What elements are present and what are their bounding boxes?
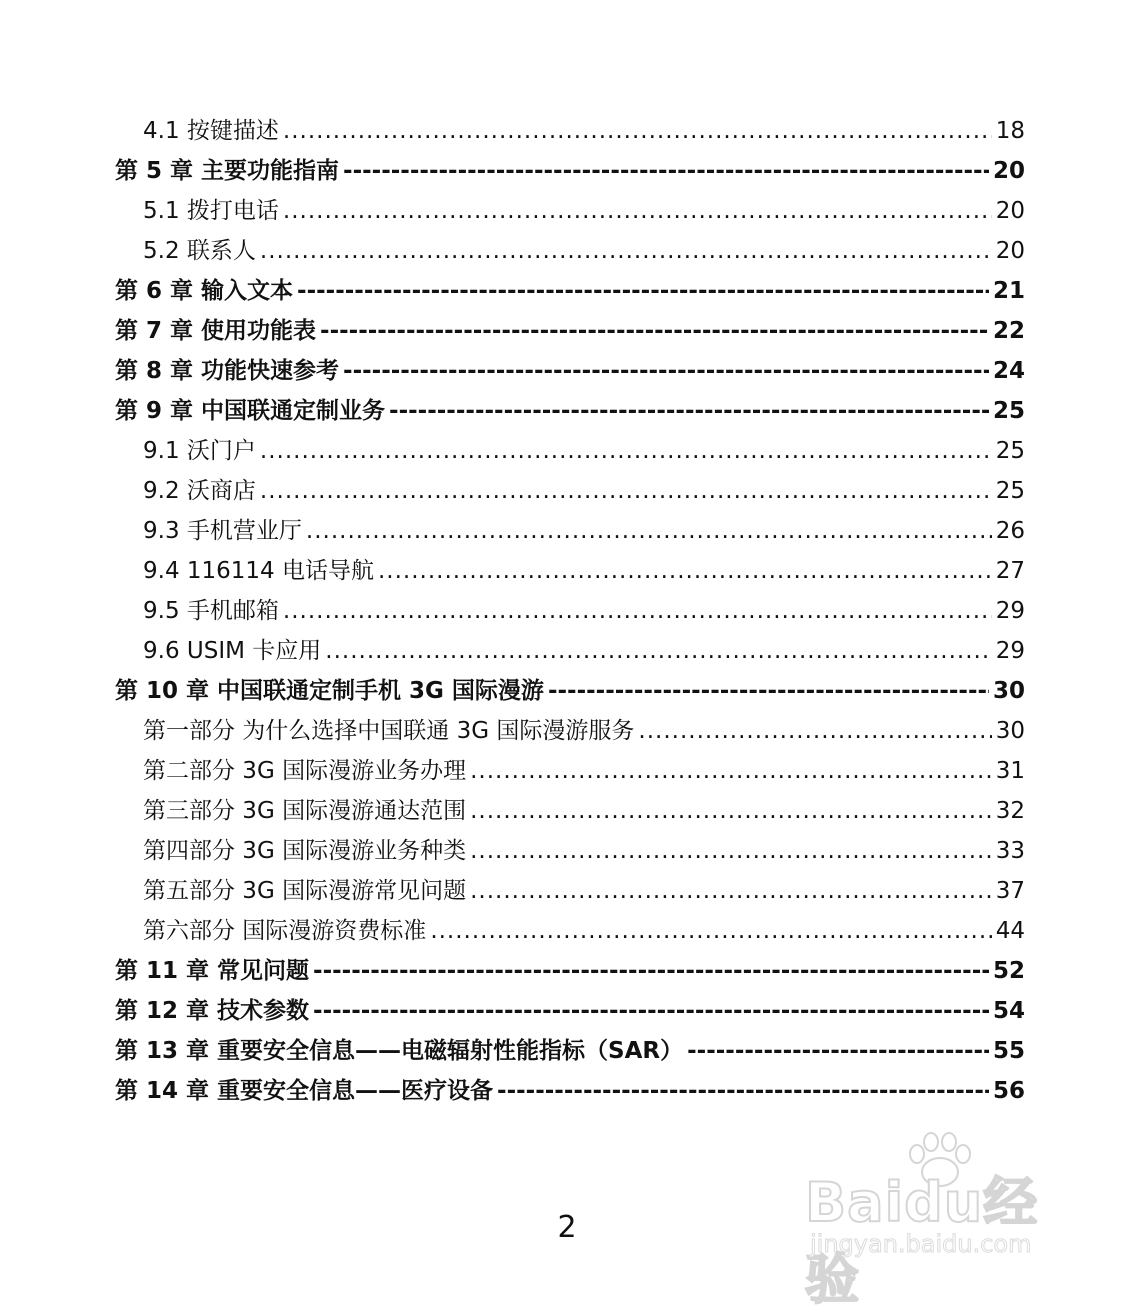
- toc-entry-page: 21: [992, 278, 1025, 304]
- toc-leader: [470, 831, 992, 871]
- toc-chapter-entry[interactable]: [115, 151, 1025, 191]
- toc-entry-title: 5.1 拨打电话: [143, 198, 279, 224]
- toc-entry-title: 第 5 章 主要功能指南: [115, 158, 340, 184]
- toc-section-entry[interactable]: [115, 791, 1025, 831]
- toc-entry-title: 9.4 116114 电话导航: [143, 558, 374, 584]
- toc-entry-title: 9.6 USIM 卡应用: [143, 638, 322, 664]
- toc-entry-page: 20: [992, 158, 1025, 184]
- toc-entry-page: 44: [995, 918, 1025, 944]
- toc-entry-title: 9.3 手机营业厅: [143, 518, 302, 544]
- toc-leader: [283, 191, 992, 231]
- toc-entry-title: 第 13 章 重要安全信息——电磁辐射性能指标（SAR）: [115, 1038, 684, 1064]
- toc-leader: [470, 751, 992, 791]
- toc-entry-page: 27: [995, 558, 1025, 584]
- toc-leader: [283, 111, 992, 151]
- toc-leader: [260, 431, 992, 471]
- toc-entry-title: 第 8 章 功能快速参考: [115, 358, 340, 384]
- toc-entry-page: 24: [992, 358, 1025, 384]
- toc-entry-page: 29: [995, 598, 1025, 624]
- toc-leader: [283, 591, 992, 631]
- toc-entry-title: 9.2 沃商店: [143, 478, 256, 504]
- toc-section-entry[interactable]: [115, 471, 1025, 511]
- toc-chapter-entry[interactable]: [115, 391, 1025, 431]
- toc-entry-page: 30: [995, 718, 1025, 744]
- table-of-contents: [115, 111, 1025, 1111]
- toc-leader: [389, 391, 989, 431]
- toc-leader: [687, 1031, 989, 1071]
- toc-chapter-entry[interactable]: [115, 351, 1025, 391]
- toc-section-entry[interactable]: [115, 511, 1025, 551]
- toc-chapter-entry[interactable]: [115, 951, 1025, 991]
- toc-leader: [430, 911, 991, 951]
- toc-entry-page: 55: [992, 1038, 1025, 1064]
- toc-entry-page: 32: [995, 798, 1025, 824]
- toc-chapter-entry[interactable]: [115, 271, 1025, 311]
- toc-entry-title: 第六部分 国际漫游资费标准: [143, 918, 427, 944]
- toc-section-entry[interactable]: [115, 231, 1025, 271]
- toc-section-entry[interactable]: [115, 431, 1025, 471]
- toc-entry-title: 5.2 联系人: [143, 238, 256, 264]
- toc-section-entry[interactable]: [115, 551, 1025, 591]
- toc-entry-title: 第 6 章 输入文本: [115, 278, 294, 304]
- toc-chapter-entry[interactable]: [115, 1071, 1025, 1111]
- toc-section-entry[interactable]: [115, 751, 1025, 791]
- toc-entry-page: 56: [992, 1078, 1025, 1104]
- watermark-url: jingyan.baidu.com: [810, 1230, 1032, 1258]
- toc-entry-title: 第 12 章 技术参数: [115, 998, 310, 1024]
- toc-entry-title: 第 10 章 中国联通定制手机 3G 国际漫游: [115, 678, 544, 704]
- toc-leader: [260, 231, 992, 271]
- toc-leader: [297, 271, 989, 311]
- toc-leader: [320, 311, 989, 351]
- toc-leader: [548, 671, 989, 711]
- toc-entry-title: 第 7 章 使用功能表: [115, 318, 317, 344]
- toc-entry-page: 52: [992, 958, 1025, 984]
- toc-section-entry[interactable]: [115, 871, 1025, 911]
- toc-leader: [306, 511, 992, 551]
- toc-entry-title: 第 9 章 中国联通定制业务: [115, 398, 386, 424]
- toc-chapter-entry[interactable]: [115, 311, 1025, 351]
- toc-section-entry[interactable]: [115, 191, 1025, 231]
- toc-entry-page: 20: [995, 238, 1025, 264]
- toc-leader: [497, 1071, 989, 1111]
- toc-entry-page: 31: [995, 758, 1025, 784]
- toc-section-entry[interactable]: [115, 631, 1025, 671]
- toc-entry-title: 第五部分 3G 国际漫游常见问题: [143, 878, 467, 904]
- toc-leader: [470, 871, 992, 911]
- toc-section-entry[interactable]: [115, 591, 1025, 631]
- toc-leader: [343, 351, 989, 391]
- toc-leader: [313, 991, 989, 1031]
- toc-section-entry[interactable]: [115, 111, 1025, 151]
- toc-section-entry[interactable]: [115, 831, 1025, 871]
- toc-section-entry[interactable]: [115, 711, 1025, 751]
- toc-entry-page: 29: [995, 638, 1025, 664]
- toc-leader: [325, 631, 991, 671]
- toc-entry-page: 30: [992, 678, 1025, 704]
- toc-entry-page: 33: [995, 838, 1025, 864]
- toc-entry-title: 第一部分 为什么选择中国联通 3G 国际漫游服务: [143, 718, 635, 744]
- toc-leader: [260, 471, 992, 511]
- page-number: 2: [557, 1210, 577, 1245]
- baidu-watermark: [805, 1130, 1075, 1311]
- toc-entry-title: 第三部分 3G 国际漫游通达范围: [143, 798, 467, 824]
- toc-section-entry[interactable]: [115, 911, 1025, 951]
- toc-leader: [313, 951, 989, 991]
- toc-chapter-entry[interactable]: [115, 991, 1025, 1031]
- toc-entry-title: 第四部分 3G 国际漫游业务种类: [143, 838, 467, 864]
- toc-entry-page: 22: [992, 318, 1025, 344]
- toc-leader: [470, 791, 992, 831]
- toc-entry-title: 9.1 沃门户: [143, 438, 256, 464]
- toc-entry-title: 第 14 章 重要安全信息——医疗设备: [115, 1078, 494, 1104]
- toc-leader: [378, 551, 992, 591]
- toc-entry-page: 54: [992, 998, 1025, 1024]
- toc-entry-page: 37: [995, 878, 1025, 904]
- toc-entry-title: 4.1 按键描述: [143, 118, 279, 144]
- toc-entry-title: 第二部分 3G 国际漫游业务办理: [143, 758, 467, 784]
- toc-entry-title: 9.5 手机邮箱: [143, 598, 279, 624]
- toc-entry-page: 20: [995, 198, 1025, 224]
- toc-entry-page: 25: [995, 478, 1025, 504]
- toc-entry-title: 第 11 章 常见问题: [115, 958, 310, 984]
- toc-entry-page: 25: [995, 438, 1025, 464]
- toc-entry-page: 26: [995, 518, 1025, 544]
- toc-leader: [638, 711, 991, 751]
- toc-chapter-entry[interactable]: [115, 671, 1025, 711]
- toc-entry-page: 25: [992, 398, 1025, 424]
- watermark-logo-text: Baidu经验: [805, 1171, 1039, 1311]
- toc-entry-page: 18: [995, 118, 1025, 144]
- toc-chapter-entry[interactable]: [115, 1031, 1025, 1071]
- toc-leader: [343, 151, 989, 191]
